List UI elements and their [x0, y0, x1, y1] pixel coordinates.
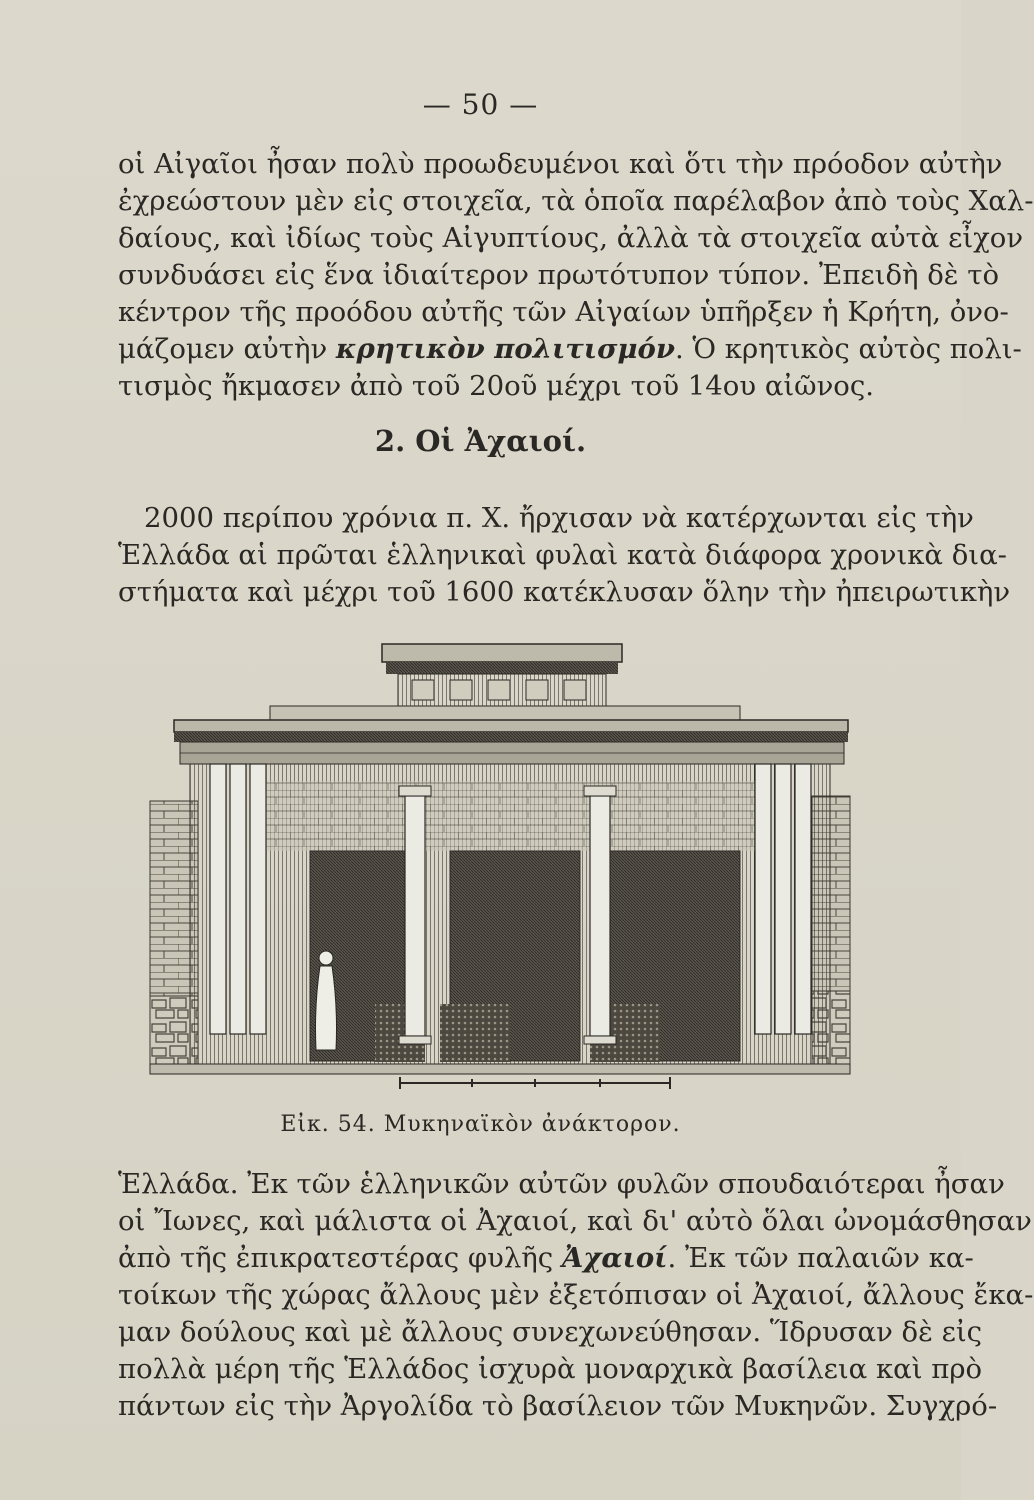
emphasized-term: Ἀχαιοί: [561, 1242, 668, 1274]
text-line: [118, 331, 1022, 368]
palace-engraving-image: [150, 636, 850, 1096]
figure-caption: Εἰκ. 54. Μυκηναϊκὸν ἀνάκτορον.: [280, 1112, 681, 1137]
text-run: . Ὁ κρητικὸς αὐτὸς πολι-: [674, 333, 1022, 365]
text-line: Ἑλλάδα αἱ πρῶται ἑλληνικαὶ φυλαὶ κατὰ διάφορα χρονικὰ δια-: [118, 539, 1007, 571]
text-line: [118, 1240, 974, 1277]
text-line: συνδυάσει εἰς ἕνα ἰδιαίτερον πρωτότυπον τύπον. Ἐπειδὴ δὲ τὸ: [118, 259, 1000, 291]
text-line: ἐχρεώστουν μὲν εἰς στοιχεῖα, τὰ ὁποῖα παρέλαβον ἀπὸ τοὺς Χαλ-: [118, 185, 1034, 217]
text-line: πολλὰ μέρη τῆς Ἑλλάδος ἰσχυρὰ μοναρχικὰ βασίλεια καὶ πρὸ: [118, 1353, 983, 1385]
paragraph-achaeans-intro: [118, 500, 1011, 611]
text-line: στήματα καὶ μέχρι τοῦ 1600 κατέκλυσαν ὅλην τὴν ἠπειρωτικὴν: [118, 576, 1011, 608]
text-line: μαν δούλους καὶ μὲ ἄλλους συνεχωνεύθησαν. Ἵδρυσαν δὲ εἰς: [118, 1316, 983, 1348]
text-line: τοίκων τῆς χώρας ἄλλους μὲν ἐξετόπισαν οἱ Ἀχαιοί, ἄλλους ἔκα-: [118, 1279, 1034, 1311]
paragraph-aegean: [118, 146, 1034, 405]
text-line: οἱ Αἰγαῖοι ἦσαν πολὺ προωδευμένοι καὶ ὅτι τὴν πρόοδον αὐτὴν: [118, 148, 1003, 180]
text-line: 2000 περίπου χρόνια π. Χ. ἤρχισαν νὰ κατέρχωνται εἰς τὴν: [144, 502, 974, 534]
text-line: Ἑλλάδα. Ἐκ τῶν ἑλληνικῶν αὐτῶν φυλῶν σπουδαιότεραι ἦσαν: [118, 1168, 1005, 1200]
text-line: τισμὸς ἤκμασεν ἀπὸ τοῦ 20οῦ μέχρι τοῦ 14ου αἰῶνος.: [118, 370, 875, 402]
emphasized-term: κρητικὸν πολιτισμόν: [335, 333, 675, 365]
page-number: — 50 —: [422, 88, 539, 121]
text-line: οἱ Ἴωνες, καὶ μάλιστα οἱ Ἀχαιοί, καὶ δι' αὐτὸ ὅλαι ὠνομάσθησαν: [118, 1205, 1032, 1237]
text-run: μάζομεν αὐτὴν: [118, 333, 336, 365]
text-line: κέντρον τῆς προόδου αὐτῆς τῶν Αἰγαίων ὑπῆρξεν ἡ Κρήτη, ὀνο-: [118, 296, 1009, 328]
section-heading: 2. Οἱ Ἀχαιοί.: [374, 424, 587, 458]
text-run: . Ἐκ τῶν παλαιῶν κα-: [667, 1242, 974, 1274]
paragraph-achaeans: [118, 1166, 1034, 1425]
palace-illustration: [150, 636, 850, 1096]
text-line: δαίους, καὶ ἰδίως τοὺς Αἰγυπτίους, ἀλλὰ τὰ στοιχεῖα αὐτὰ εἶχον: [118, 222, 1024, 254]
text-run: ἀπὸ τῆς ἐπικρατεστέρας φυλῆς: [118, 1242, 562, 1274]
text-line: πάντων εἰς τὴν Ἀργολίδα τὸ βασίλειον τῶν Μυκηνῶν. Συγχρό-: [118, 1390, 998, 1422]
